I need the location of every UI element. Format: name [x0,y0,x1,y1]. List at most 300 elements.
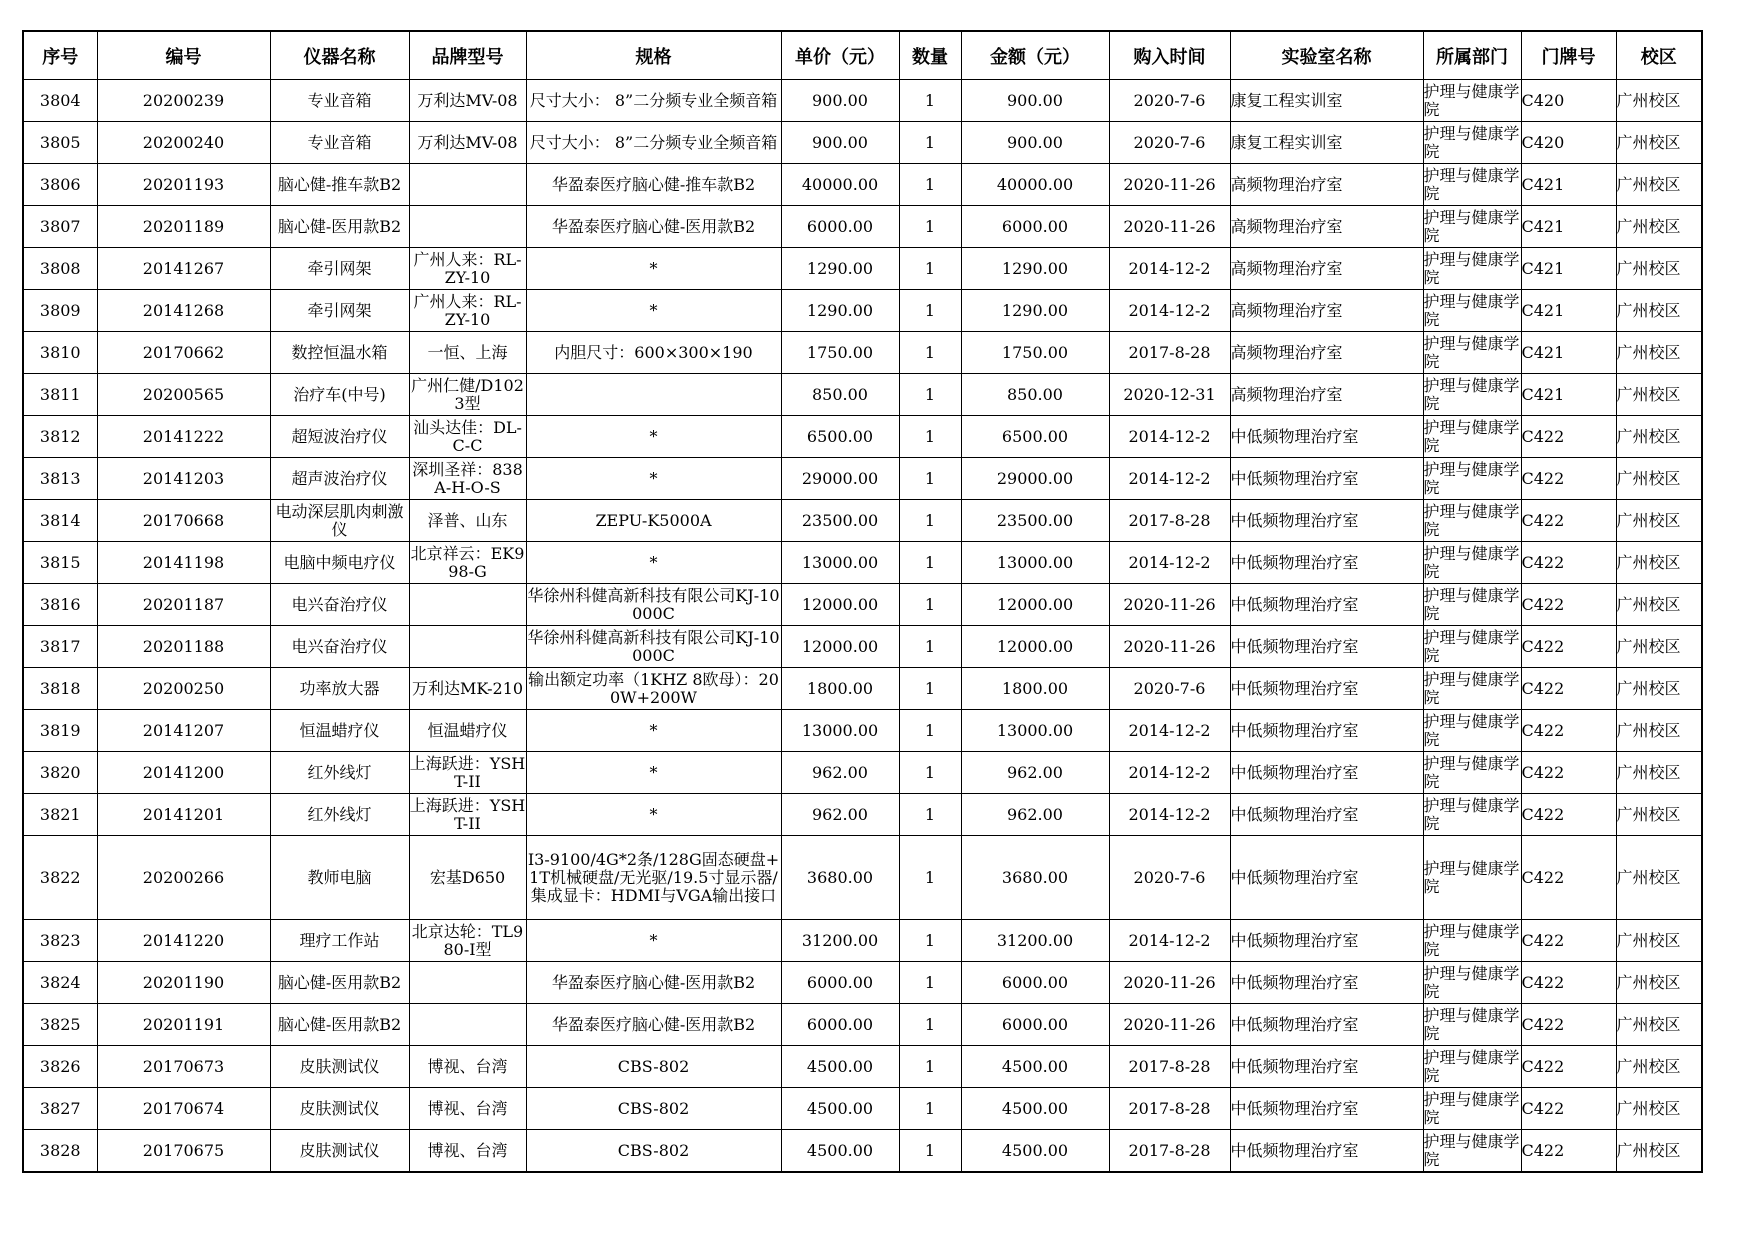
cell-amount-text: 900.00 [1007,133,1063,152]
table-row [23,962,1702,1004]
cell-name [270,1004,409,1046]
cell-lab [1230,206,1423,248]
cell-campus [1616,1046,1702,1088]
cell-brand-text: 泽普、山东 [427,511,508,530]
cell-room [1521,920,1616,962]
cell-code [97,794,270,836]
cell-dept [1423,206,1521,248]
cell-campus [1616,206,1702,248]
cell-qty [899,710,961,752]
cell-amount [961,794,1109,836]
cell-spec-text: * [649,553,658,572]
cell-brand [409,1130,526,1173]
cell-seq-text: 3819 [39,721,81,740]
cell-seq-text: 3827 [39,1099,81,1118]
cell-price [781,794,899,836]
cell-spec-text: * [649,301,658,320]
cell-name [270,710,409,752]
cell-date [1109,668,1230,710]
cell-qty [899,1088,961,1130]
cell-lab [1230,1088,1423,1130]
cell-amount-text: 4500.00 [1001,1057,1069,1076]
equipment-table [22,30,1703,1173]
cell-price-text: 12000.00 [801,595,879,614]
cell-campus [1616,962,1702,1004]
cell-amount [961,332,1109,374]
cell-room [1521,1130,1616,1173]
cell-campus-text: 广州校区 [1616,637,1681,656]
cell-qty-text: 1 [924,91,936,110]
cell-room-text: C422 [1521,763,1565,782]
cell-room-text: C420 [1521,133,1565,152]
cell-room-text: C422 [1521,427,1565,446]
cell-dept [1423,542,1521,584]
cell-spec [526,1130,781,1173]
cell-dept-text: 护理与健康学院 [1423,166,1520,203]
cell-code [97,290,270,332]
cell-qty [899,458,961,500]
cell-seq-text: 3820 [39,763,81,782]
cell-dept [1423,962,1521,1004]
cell-qty [899,920,961,962]
cell-code-text: 20201193 [142,175,225,194]
cell-seq [23,1046,97,1088]
cell-brand [409,962,526,1004]
cell-lab-text: 中低频物理治疗室 [1230,637,1359,656]
cell-price-text: 12000.00 [801,637,879,656]
cell-date [1109,794,1230,836]
cell-campus-text: 广州校区 [1616,259,1681,278]
cell-lab-text: 中低频物理治疗室 [1230,973,1359,992]
cell-name [270,290,409,332]
cell-amount [961,458,1109,500]
cell-room-text: C422 [1521,868,1565,887]
cell-brand-text: 北京祥云：EK998-G [410,544,525,581]
cell-amount-text: 12000.00 [996,637,1074,656]
cell-qty [899,332,961,374]
cell-amount-text: 23500.00 [996,511,1074,530]
cell-campus-text: 广州校区 [1616,469,1681,488]
cell-dept-text: 护理与健康学院 [1423,1090,1520,1127]
cell-date-text: 2014-12-2 [1128,259,1211,278]
cell-room-text: C422 [1521,721,1565,740]
cell-campus [1616,164,1702,206]
cell-qty-text: 1 [924,217,936,236]
cell-amount [961,584,1109,626]
cell-seq-text: 3809 [39,301,81,320]
cell-brand [409,1088,526,1130]
cell-amount-text: 900.00 [1007,91,1063,110]
cell-seq [23,416,97,458]
cell-date-text: 2014-12-2 [1128,427,1211,446]
cell-date [1109,836,1230,920]
column-header-code: 编号 [97,31,270,80]
cell-price [781,500,899,542]
cell-amount [961,374,1109,416]
cell-lab [1230,164,1423,206]
cell-brand [409,500,526,542]
cell-code-text: 20200266 [142,868,225,887]
cell-name-text: 皮肤测试仪 [299,1099,380,1118]
cell-lab [1230,500,1423,542]
cell-qty-text: 1 [924,973,936,992]
cell-campus-text: 广州校区 [1616,343,1681,362]
cell-qty-text: 1 [924,343,936,362]
cell-dept [1423,752,1521,794]
cell-price [781,962,899,1004]
cell-qty [899,500,961,542]
cell-name-text: 红外线灯 [307,805,372,824]
cell-lab-text: 康复工程实训室 [1230,91,1343,110]
cell-name [270,668,409,710]
cell-name-text: 脑心健-医用款B2 [277,1015,402,1034]
cell-spec [526,752,781,794]
cell-qty-text: 1 [924,175,936,194]
cell-qty [899,584,961,626]
cell-seq [23,1088,97,1130]
cell-campus-text: 广州校区 [1616,721,1681,740]
cell-lab-text: 高频物理治疗室 [1230,259,1343,278]
column-header-room: 门牌号 [1521,31,1616,80]
cell-date [1109,500,1230,542]
cell-brand-text: 宏基D650 [429,868,506,887]
cell-campus-text: 广州校区 [1616,553,1681,572]
cell-qty [899,290,961,332]
cell-qty [899,206,961,248]
cell-seq-text: 3823 [39,931,81,950]
cell-name [270,836,409,920]
cell-dept [1423,668,1521,710]
cell-date [1109,1004,1230,1046]
cell-price-text: 900.00 [812,91,868,110]
cell-qty-text: 1 [924,679,936,698]
cell-lab [1230,458,1423,500]
cell-date-text: 2014-12-2 [1128,805,1211,824]
cell-room-text: C422 [1521,1057,1565,1076]
cell-seq-text: 3817 [39,637,81,656]
cell-price [781,332,899,374]
cell-price [781,542,899,584]
cell-campus-text: 广州校区 [1616,175,1681,194]
cell-lab [1230,752,1423,794]
cell-spec [526,584,781,626]
cell-campus-text: 广州校区 [1616,1141,1681,1160]
cell-seq-text: 3806 [39,175,81,194]
cell-room [1521,710,1616,752]
cell-amount [961,752,1109,794]
cell-price [781,164,899,206]
column-header-spec: 规格 [526,31,781,80]
cell-amount [961,248,1109,290]
cell-qty-text: 1 [924,259,936,278]
cell-lab-text: 高频物理治疗室 [1230,175,1343,194]
cell-code-text: 20170662 [142,343,225,362]
cell-room [1521,626,1616,668]
cell-spec-text: CBS-802 [617,1057,690,1076]
cell-name [270,1088,409,1130]
cell-amount [961,500,1109,542]
cell-room-text: C421 [1521,217,1565,236]
cell-seq [23,668,97,710]
cell-lab [1230,542,1423,584]
cell-qty-text: 1 [924,469,936,488]
table-body [23,80,1702,1173]
cell-price-text: 4500.00 [806,1099,874,1118]
cell-campus-text: 广州校区 [1616,217,1681,236]
cell-campus [1616,80,1702,122]
cell-price-text: 31200.00 [801,931,879,950]
cell-code [97,122,270,164]
cell-date-text: 2020-7-6 [1133,868,1206,887]
cell-lab-text: 高频物理治疗室 [1230,217,1343,236]
cell-lab-text: 中低频物理治疗室 [1230,595,1359,614]
cell-room-text: C422 [1521,1141,1565,1160]
cell-date-text: 2014-12-2 [1128,931,1211,950]
cell-date [1109,164,1230,206]
cell-name-text: 电动深层肌肉刺激仪 [275,502,404,539]
table-row [23,1046,1702,1088]
cell-seq-text: 3822 [39,868,81,887]
cell-price-text: 23500.00 [801,511,879,530]
cell-dept-text: 护理与健康学院 [1423,628,1520,665]
cell-dept-text: 护理与健康学院 [1423,82,1520,119]
cell-name-text: 专业音箱 [307,133,372,152]
cell-dept [1423,122,1521,164]
cell-code [97,542,270,584]
cell-seq-text: 3825 [39,1015,81,1034]
cell-spec-text: CBS-802 [617,1141,690,1160]
cell-dept [1423,416,1521,458]
cell-amount-text: 962.00 [1007,805,1063,824]
cell-qty [899,122,961,164]
cell-code-text: 20141207 [142,721,225,740]
cell-dept [1423,920,1521,962]
cell-name-text: 教师电脑 [307,868,372,887]
cell-campus-text: 广州校区 [1616,805,1681,824]
column-header-date: 购入时间 [1109,31,1230,80]
cell-name [270,248,409,290]
cell-code-text: 20141222 [142,427,225,446]
cell-name [270,542,409,584]
cell-room [1521,668,1616,710]
cell-seq [23,710,97,752]
cell-dept-text: 护理与健康学院 [1423,1006,1520,1043]
cell-spec [526,416,781,458]
cell-price [781,290,899,332]
column-header-price: 单价（元） [781,31,899,80]
cell-room-text: C422 [1521,679,1565,698]
cell-amount-text: 40000.00 [996,175,1074,194]
cell-spec-text: 尺寸大小： 8”二分频专业全频音箱 [529,133,778,152]
cell-room-text: C422 [1521,637,1565,656]
cell-spec [526,290,781,332]
cell-code [97,962,270,1004]
cell-amount-text: 6500.00 [1001,427,1069,446]
cell-qty [899,1046,961,1088]
cell-seq [23,332,97,374]
cell-dept [1423,458,1521,500]
cell-seq-text: 3807 [39,217,81,236]
cell-code [97,164,270,206]
cell-code-text: 20141200 [142,763,225,782]
cell-date [1109,332,1230,374]
table-row [23,1130,1702,1173]
cell-lab [1230,962,1423,1004]
table-row [23,710,1702,752]
cell-qty [899,1130,961,1173]
cell-spec-text: * [649,259,658,278]
cell-room-text: C422 [1521,595,1565,614]
cell-spec-text: * [649,763,658,782]
cell-price-text: 1290.00 [806,259,874,278]
cell-qty [899,416,961,458]
cell-amount-text: 1750.00 [1001,343,1069,362]
cell-code [97,752,270,794]
table-row [23,752,1702,794]
cell-price [781,626,899,668]
cell-spec-text: I3-9100/4G*2条/128G固态硬盘+1T机械硬盘/无光驱/19.5寸显示器/集成显卡：HDMI与VGA输出接口 [527,850,780,905]
cell-code [97,668,270,710]
cell-code [97,80,270,122]
cell-room-text: C421 [1521,385,1565,404]
cell-amount [961,668,1109,710]
table-row [23,626,1702,668]
column-header-qty: 数量 [899,31,961,80]
cell-name-text: 功率放大器 [299,679,380,698]
cell-date [1109,710,1230,752]
cell-campus-text: 广州校区 [1616,511,1681,530]
cell-seq-text: 3812 [39,427,81,446]
cell-campus [1616,584,1702,626]
cell-date [1109,752,1230,794]
cell-price [781,920,899,962]
cell-lab-text: 中低频物理治疗室 [1230,469,1359,488]
cell-seq-text: 3815 [39,553,81,572]
cell-room-text: C421 [1521,259,1565,278]
cell-code-text: 20170675 [142,1141,225,1160]
cell-amount [961,1130,1109,1173]
cell-dept-text: 护理与健康学院 [1423,670,1520,707]
cell-price [781,584,899,626]
cell-campus-text: 广州校区 [1616,1099,1681,1118]
cell-code [97,248,270,290]
cell-room [1521,290,1616,332]
cell-lab-text: 中低频物理治疗室 [1230,1015,1359,1034]
cell-spec [526,626,781,668]
cell-date-text: 2017-8-28 [1128,1141,1211,1160]
table-row [23,374,1702,416]
cell-code-text: 20170668 [142,511,225,530]
cell-room [1521,122,1616,164]
cell-campus-text: 广州校区 [1616,763,1681,782]
cell-spec-text: * [649,931,658,950]
cell-name [270,416,409,458]
cell-seq-text: 3810 [39,343,81,362]
cell-spec [526,206,781,248]
cell-name-text: 脑心健-医用款B2 [277,217,402,236]
cell-date-text: 2020-11-26 [1123,175,1216,194]
cell-price-text: 1750.00 [806,343,874,362]
cell-name [270,752,409,794]
cell-dept [1423,80,1521,122]
cell-room-text: C422 [1521,469,1565,488]
cell-price-text: 3680.00 [806,868,874,887]
cell-dept [1423,626,1521,668]
cell-seq [23,752,97,794]
cell-brand [409,374,526,416]
cell-qty-text: 1 [924,385,936,404]
cell-campus-text: 广州校区 [1616,868,1681,887]
cell-seq [23,584,97,626]
cell-code-text: 20141201 [142,805,225,824]
cell-dept-text: 护理与健康学院 [1423,586,1520,623]
cell-seq-text: 3814 [39,511,81,530]
cell-campus [1616,500,1702,542]
cell-code [97,1088,270,1130]
cell-spec [526,248,781,290]
cell-room [1521,1088,1616,1130]
cell-dept [1423,332,1521,374]
cell-lab-text: 中低频物理治疗室 [1230,1099,1359,1118]
cell-price [781,122,899,164]
cell-date [1109,1130,1230,1173]
cell-campus [1616,248,1702,290]
cell-seq [23,290,97,332]
cell-name-text: 超短波治疗仪 [291,427,388,446]
cell-date-text: 2014-12-2 [1128,721,1211,740]
cell-seq-text: 3826 [39,1057,81,1076]
cell-price [781,80,899,122]
cell-price [781,374,899,416]
cell-campus [1616,1088,1702,1130]
cell-date [1109,1088,1230,1130]
cell-code-text: 20141203 [142,469,225,488]
cell-code [97,500,270,542]
cell-price [781,1130,899,1173]
cell-campus-text: 广州校区 [1616,931,1681,950]
cell-seq-text: 3818 [39,679,81,698]
cell-date-text: 2020-7-6 [1133,133,1206,152]
cell-code [97,1130,270,1173]
cell-campus [1616,332,1702,374]
cell-qty-text: 1 [924,1057,936,1076]
cell-qty-text: 1 [924,553,936,572]
cell-campus [1616,752,1702,794]
cell-name [270,1046,409,1088]
cell-code-text: 20200240 [142,133,225,152]
cell-date-text: 2020-11-26 [1123,973,1216,992]
cell-dept-text: 护理与健康学院 [1423,859,1520,896]
cell-qty-text: 1 [924,931,936,950]
cell-brand-text: 上海跃进：YSHT-II [409,796,526,833]
cell-seq-text: 3824 [39,973,81,992]
cell-seq-text: 3808 [39,259,81,278]
table-row [23,542,1702,584]
cell-price [781,1088,899,1130]
column-header-name: 仪器名称 [270,31,409,80]
cell-spec-text: 输出额定功率（1KHZ 8欧母）：200W+200W [528,670,779,707]
cell-room [1521,500,1616,542]
cell-name [270,1130,409,1173]
table-row [23,164,1702,206]
cell-price [781,1046,899,1088]
cell-seq [23,164,97,206]
cell-campus-text: 广州校区 [1616,385,1681,404]
cell-campus [1616,122,1702,164]
cell-dept [1423,1004,1521,1046]
cell-amount [961,626,1109,668]
cell-date [1109,206,1230,248]
